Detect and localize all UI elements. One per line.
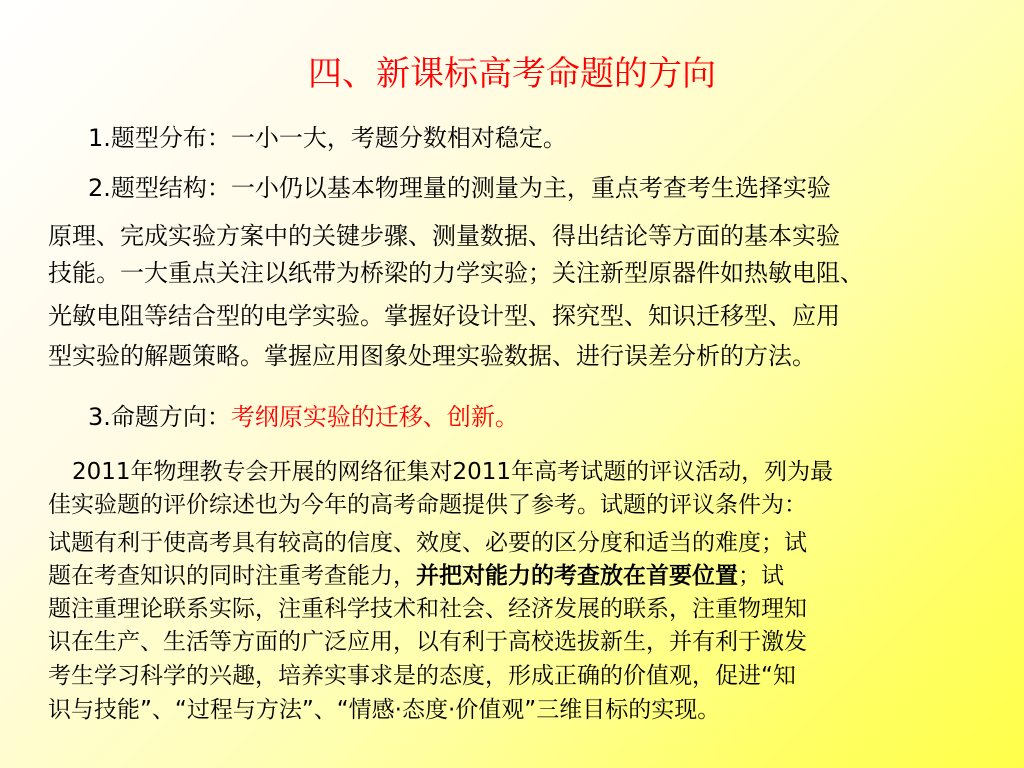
paragraph-line-2: 佳实验题的评价综述也为今年的高考命题提供了参考。试题的评议条件为： [48, 492, 807, 518]
item-structure-line-4: 型实验的解题策略。掌握应用图象处理实验数据、进行误差分析的方法。 [48, 342, 816, 370]
paragraph-emphasis: 并把对能力的考查放在首要位置 [416, 563, 738, 589]
paragraph-line-4-pre: 题在考查知识的同时注重考查能力， [48, 563, 416, 589]
paragraph-line-5: 题注重理论联系实际，注重科学技术和社会、经济发展的联系，注重物理知 [48, 596, 807, 622]
direction-highlight: 考纲原实验的迁移、创新。 [230, 403, 519, 431]
paragraph-line-8: 识与技能”、“过程与方法”、“情感·态度·价值观”三维目标的实现。 [48, 697, 721, 723]
slide-title: 四、新课标高考命题的方向 [308, 54, 716, 94]
item-question-distribution: 1.题型分布：一小一大，考题分数相对稳定。 [88, 124, 567, 152]
paragraph-line-6: 识在生产、生活等方面的广泛应用，以有利于高校选拔新生，并有利于激发 [48, 629, 807, 655]
paragraph-line-4 [48, 560, 784, 592]
paragraph-line-1: 2011年物理教专会开展的网络征集对2011年高考试题的评议活动，列为最 [72, 459, 834, 485]
paragraph-line-7: 考生学习科学的兴趣，培养实事求是的态度，形成正确的价值观，促进“知 [48, 663, 796, 689]
item-structure-line-3: 光敏电阻等结合型的电学实验。掌握好设计型、探究型、知识迁移型、应用 [48, 302, 840, 330]
item-question-structure: 2.题型结构：一小仍以基本物理量的测量为主，重点考查考生选择实验 [88, 174, 831, 202]
direction-label: 3.命题方向： [88, 403, 231, 431]
item-structure-line-1: 原理、完成实验方案中的关键步骤、测量数据、得出结论等方面的基本实验 [48, 222, 840, 250]
item-exam-direction [88, 399, 519, 435]
item-structure-line-2: 技能。一大重点关注以纸带为桥梁的力学实验；关注新型原器件如热敏电阻、 [48, 259, 864, 287]
paragraph-line-3: 试题有利于使高考具有较高的信度、效度、必要的区分度和适当的难度；试 [48, 530, 807, 556]
paragraph-line-4-post: ；试 [738, 563, 784, 589]
